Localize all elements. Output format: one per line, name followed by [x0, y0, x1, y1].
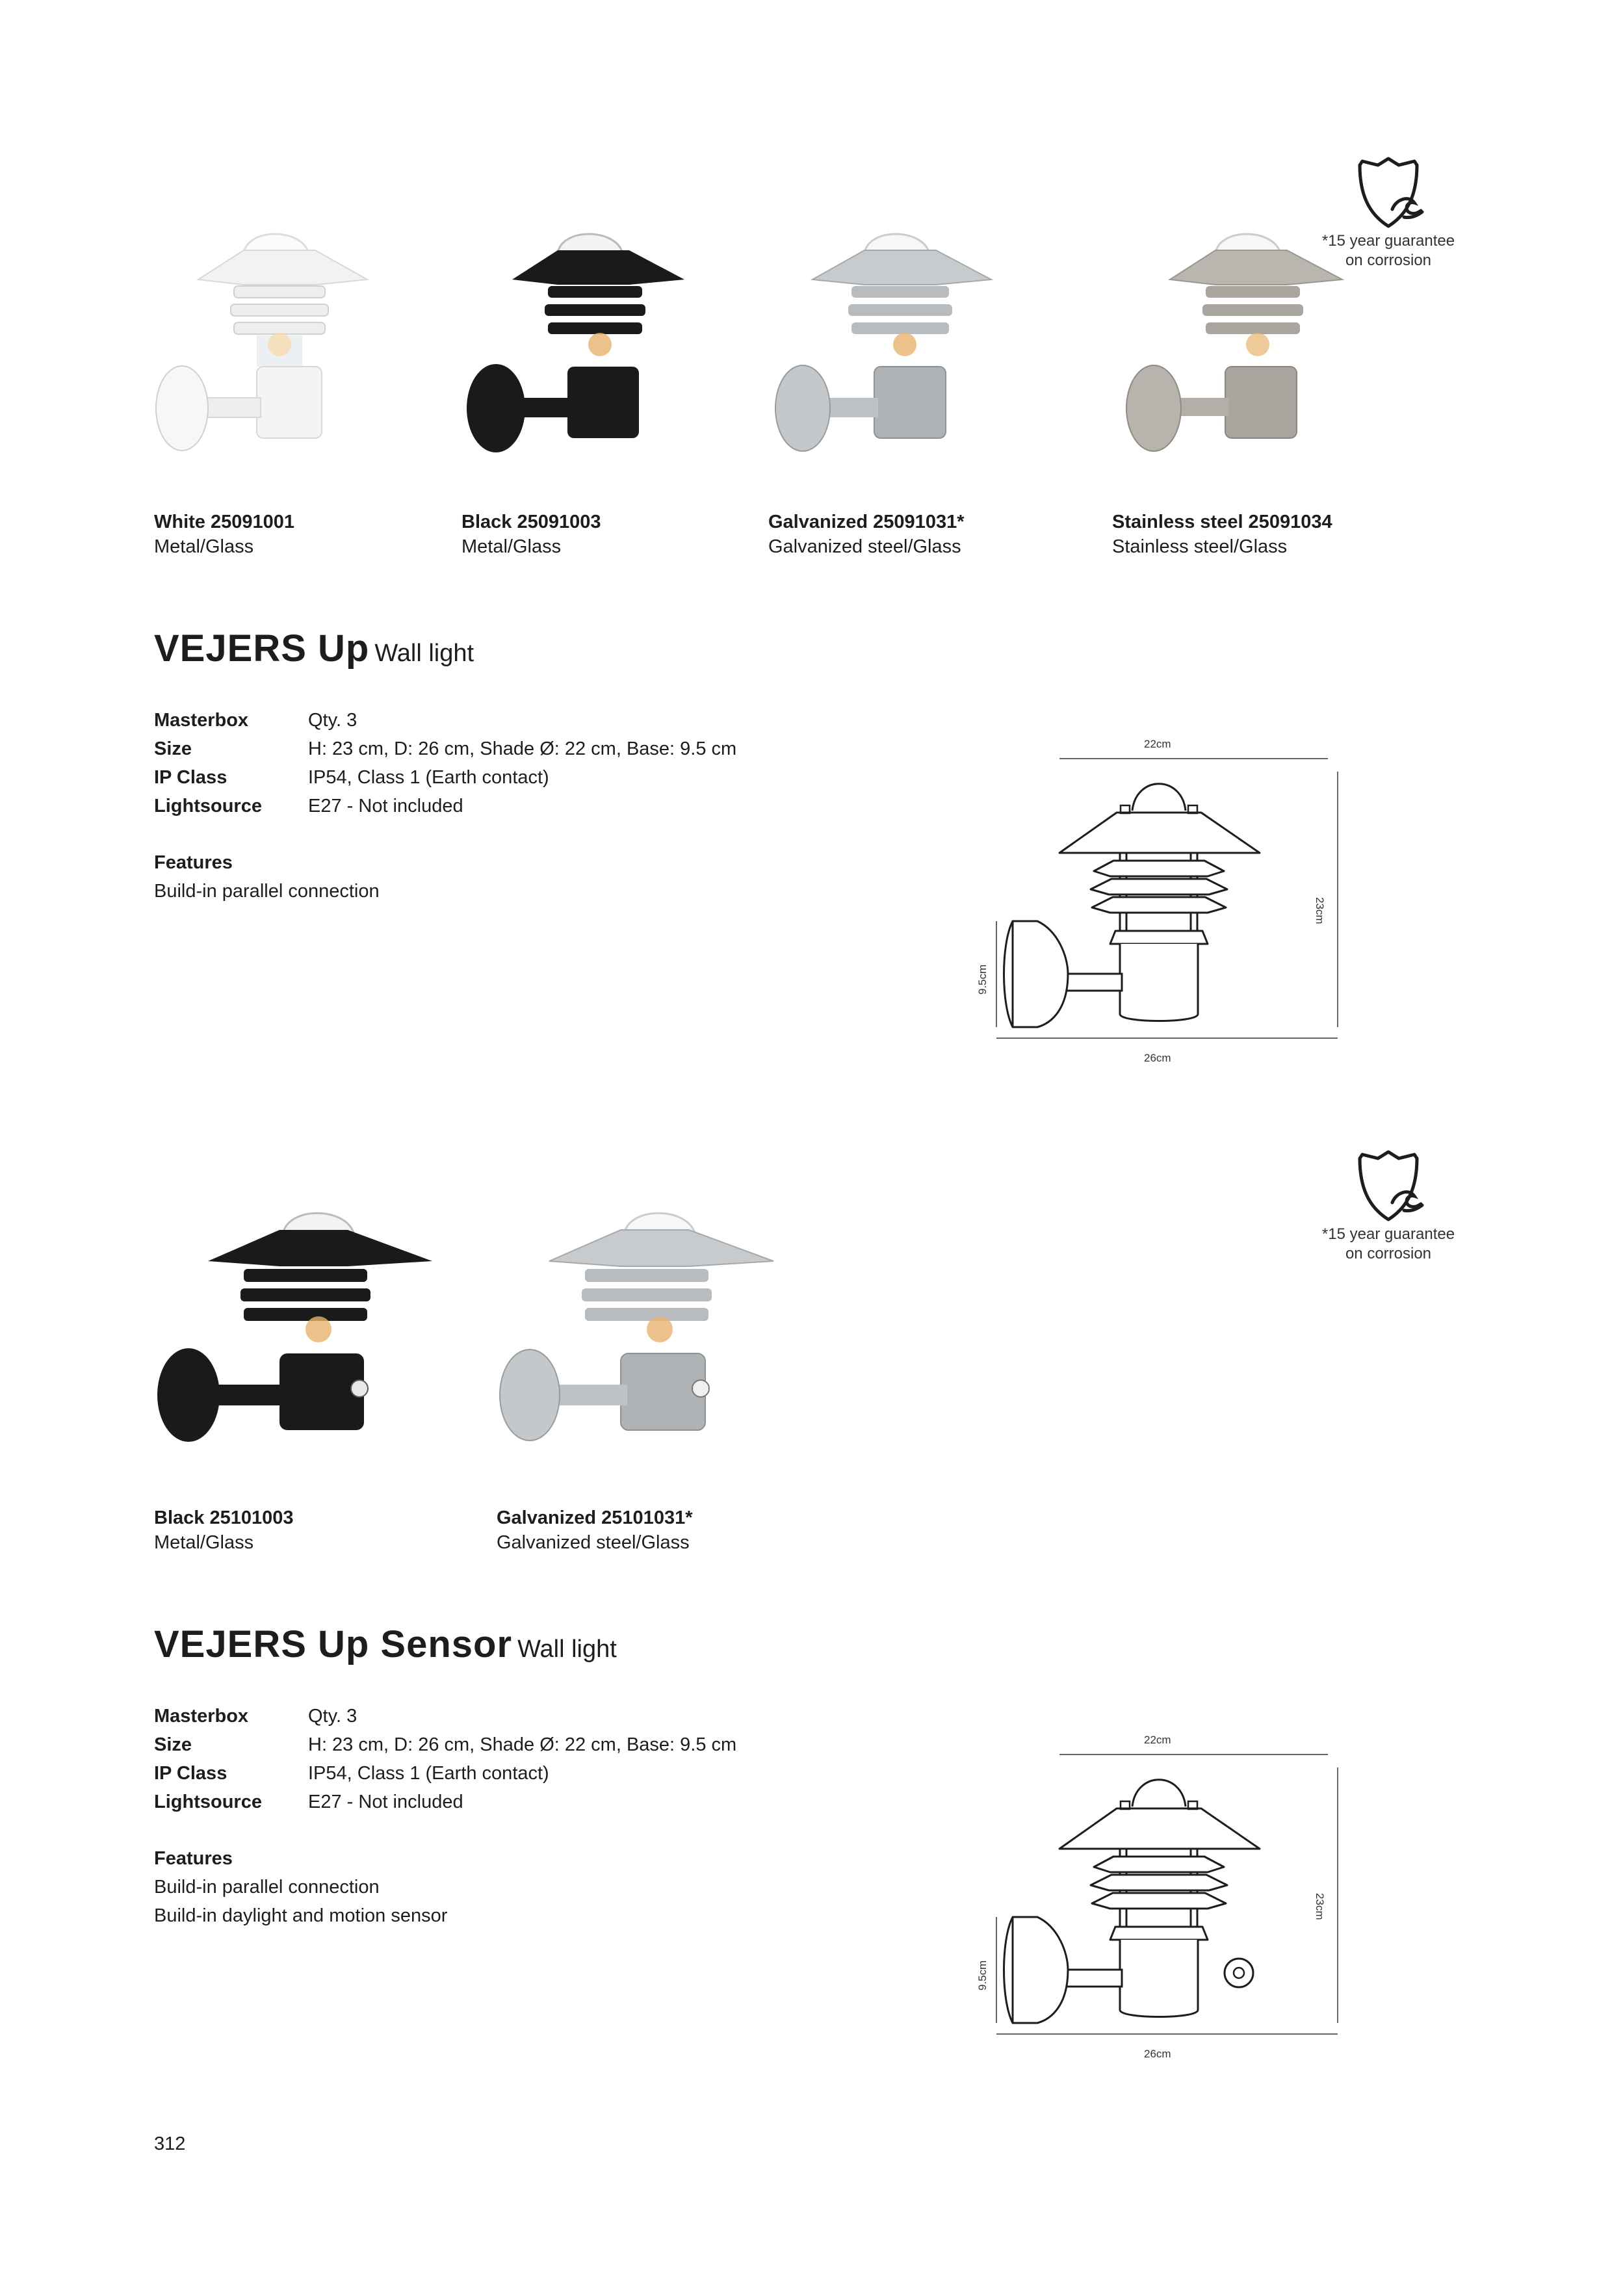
spec-label: IP Class	[154, 767, 227, 788]
spec-row	[154, 763, 736, 792]
dimension-shade: 22cm	[1144, 738, 1171, 750]
features-heading: Features	[154, 852, 233, 873]
product-title	[154, 626, 474, 676]
spec-label: Masterbox	[154, 1706, 249, 1727]
spec-label: IP Class	[154, 1763, 227, 1784]
spec-table	[154, 706, 736, 820]
variant-name: Galvanized 25091031*	[768, 512, 965, 532]
guarantee-badge	[1310, 153, 1466, 270]
dimension-base: 9.5cm	[976, 1960, 989, 1990]
variant-material: Metal/Glass	[154, 1532, 254, 1553]
feature-item: Build-in parallel connection	[154, 1877, 380, 1898]
variant-label	[768, 510, 964, 559]
product-subtitle: Wall light	[374, 640, 474, 667]
feature-item: Build-in daylight and motion sensor	[154, 1905, 448, 1926]
product-subtitle: Wall light	[517, 1636, 617, 1663]
variant-name: Black 25101003	[154, 1507, 294, 1528]
product-name: VEJERS Up Sensor	[154, 1623, 513, 1665]
variant-name: White 25091001	[154, 512, 295, 532]
sensor-drawing	[1219, 1953, 1258, 1992]
dimension-depth: 26cm	[1144, 1052, 1171, 1064]
spec-value: Qty. 3	[308, 1706, 357, 1727]
dimension-base: 9.5cm	[976, 964, 989, 995]
variant-material: Galvanized steel/Glass	[497, 1532, 690, 1553]
spec-value: H: 23 cm, D: 26 cm, Shade Ø: 22 cm, Base: 9.5 cm	[308, 738, 737, 759]
spec-row	[154, 1730, 736, 1759]
technical-drawing	[987, 1719, 1351, 2057]
variant-material: Metal/Glass	[154, 536, 254, 557]
dimension-shade: 22cm	[1144, 1734, 1171, 1746]
spec-label: Masterbox	[154, 710, 249, 731]
spec-row	[154, 1702, 736, 1730]
features-list	[154, 848, 380, 906]
sensor-icon	[1219, 1953, 1258, 1992]
spec-row	[154, 735, 736, 763]
feature-item: Build-in parallel connection	[154, 881, 380, 902]
spec-row	[154, 706, 736, 735]
guarantee-text-line2: on corrosion	[1345, 252, 1432, 269]
product-photo-galvanized-sensor	[494, 1196, 786, 1456]
variant-name: Black 25091003	[461, 512, 601, 532]
variant-label	[154, 510, 294, 559]
spec-label: Lightsource	[154, 796, 262, 816]
lamp-line-drawing	[987, 1719, 1351, 2057]
spec-value: E27 - Not included	[308, 796, 463, 816]
spec-row	[154, 792, 736, 820]
variant-name: Stainless steel 25091034	[1112, 512, 1332, 532]
dimension-height: 23cm	[1314, 897, 1326, 924]
spec-value: H: 23 cm, D: 26 cm, Shade Ø: 22 cm, Base: 9.5 cm	[308, 1734, 737, 1755]
lamp-line-drawing	[987, 723, 1351, 1061]
spec-label: Size	[154, 1734, 192, 1755]
spec-value: IP54, Class 1 (Earth contact)	[308, 1763, 549, 1784]
spec-label: Size	[154, 738, 192, 759]
variant-material: Stainless steel/Glass	[1112, 536, 1288, 557]
spec-value: Qty. 3	[308, 710, 357, 731]
variant-name: Galvanized 25101031*	[497, 1507, 693, 1528]
product-name: VEJERS Up	[154, 627, 370, 670]
shield-wave-icon	[1349, 153, 1427, 231]
guarantee-text-line1: *15 year guarantee	[1321, 1225, 1455, 1243]
spec-row	[154, 1759, 736, 1788]
product-photo-white	[153, 221, 413, 468]
variant-material: Metal/Glass	[461, 536, 562, 557]
product-photo-galvanized	[767, 221, 1027, 468]
variant-label	[461, 510, 601, 559]
technical-drawing	[987, 723, 1351, 1061]
shield-wave-icon	[1349, 1147, 1427, 1225]
spec-label: Lightsource	[154, 1792, 262, 1812]
product-title	[154, 1622, 617, 1672]
variant-label	[154, 1506, 293, 1555]
page-number: 312	[154, 2133, 186, 2154]
guarantee-text-line1: *15 year guarantee	[1321, 232, 1455, 250]
spec-value: E27 - Not included	[308, 1792, 463, 1812]
variant-material: Galvanized steel/Glass	[768, 536, 961, 557]
spec-table	[154, 1702, 736, 1816]
product-photo-black	[460, 221, 720, 468]
variant-label	[1112, 510, 1332, 559]
guarantee-badge	[1310, 1147, 1466, 1264]
features-list	[154, 1844, 447, 1930]
spec-row	[154, 1788, 736, 1816]
product-photo-black-sensor	[153, 1196, 445, 1456]
dimension-depth: 26cm	[1144, 2048, 1171, 2060]
spec-value: IP54, Class 1 (Earth contact)	[308, 767, 549, 788]
dimension-height: 23cm	[1314, 1893, 1326, 1920]
variant-label	[497, 1506, 692, 1555]
features-heading: Features	[154, 1848, 233, 1869]
guarantee-text-line2: on corrosion	[1345, 1245, 1432, 1262]
